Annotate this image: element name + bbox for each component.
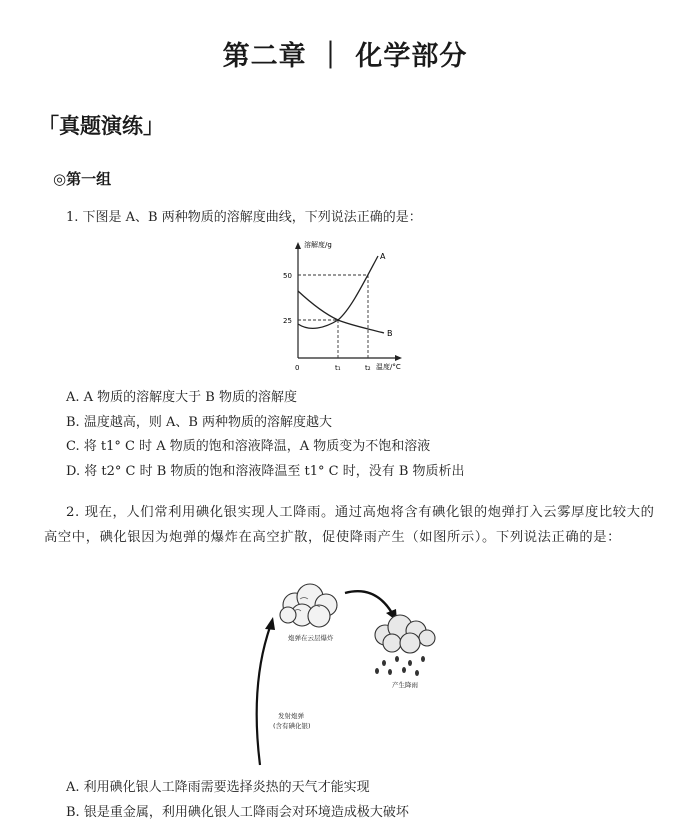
- launch-label-2: (含有碘化银): [273, 722, 311, 730]
- launch-label-1: 发射炮弹: [278, 712, 304, 720]
- cloud-explosion-label: 炮弹在云层爆炸: [288, 634, 334, 642]
- artificial-rain-figure: [240, 575, 450, 770]
- q2-option-a: A. 利用碘化银人工降雨需要选择炎热的天气才能实现: [66, 780, 370, 795]
- curve-b-label: B: [387, 329, 393, 338]
- arrow-to-rain: [345, 591, 392, 613]
- x-tick-t1: t₁: [335, 364, 341, 372]
- q1-option-a: A. A 物质的溶解度大于 B 物质的溶解度: [66, 390, 297, 405]
- y-tick-50: 50: [283, 272, 292, 280]
- origin-label: 0: [295, 364, 300, 372]
- launch-trajectory: [257, 627, 270, 765]
- q1-option-b: B. 温度越高，则 A、B 两种物质的溶解度越大: [66, 415, 333, 430]
- question-2-stem: 2. 现在，人们常利用碘化银实现人工降雨。通过高炮将含有碘化银的炮弹打入云雾厚度比较大的高空中，碘化银因为炮弹的爆炸在高空扩散，促使降雨产生（如图所示）。下列说法正确的是：: [44, 505, 655, 545]
- q1-option-d: D. 将 t2° C 时 B 物质的饱和溶液降温至 t1° C 时，没有 B 物质析出: [66, 464, 465, 479]
- x-axis-arrow: [395, 355, 402, 361]
- curve-a-label: A: [380, 252, 386, 261]
- explosion-cloud-icon: [280, 584, 337, 627]
- y-axis-arrow: [295, 242, 301, 249]
- solubility-chart: [270, 236, 420, 376]
- curve-a: [298, 256, 378, 328]
- q1-option-c: C. 将 t1° C 时 A 物质的饱和溶液降温，A 物质变为不饱和溶液: [66, 439, 431, 454]
- section-title: 「真题演练」: [38, 114, 164, 138]
- curve-b: [298, 291, 384, 333]
- x-tick-t2: t₂: [365, 364, 371, 372]
- x-axis-label: 温度/°C: [376, 363, 401, 371]
- rain-label: 产生降雨: [392, 681, 418, 689]
- rain-cloud-icon: [375, 615, 435, 653]
- group-title: ◎第一组: [53, 170, 112, 188]
- y-axis-label: 溶解度/g: [304, 241, 332, 249]
- chapter-title: 第二章 ｜ 化学部分: [222, 41, 468, 72]
- y-tick-25: 25: [283, 317, 292, 325]
- rain-drops-icon: [375, 656, 425, 676]
- launch-arrow-head: [265, 617, 275, 630]
- q2-option-b: B. 银是重金属，利用碘化银人工降雨会对环境造成极大破坏: [66, 805, 409, 820]
- question-1-stem: 1. 下图是 A、B 两种物质的溶解度曲线，下列说法正确的是：: [66, 210, 422, 225]
